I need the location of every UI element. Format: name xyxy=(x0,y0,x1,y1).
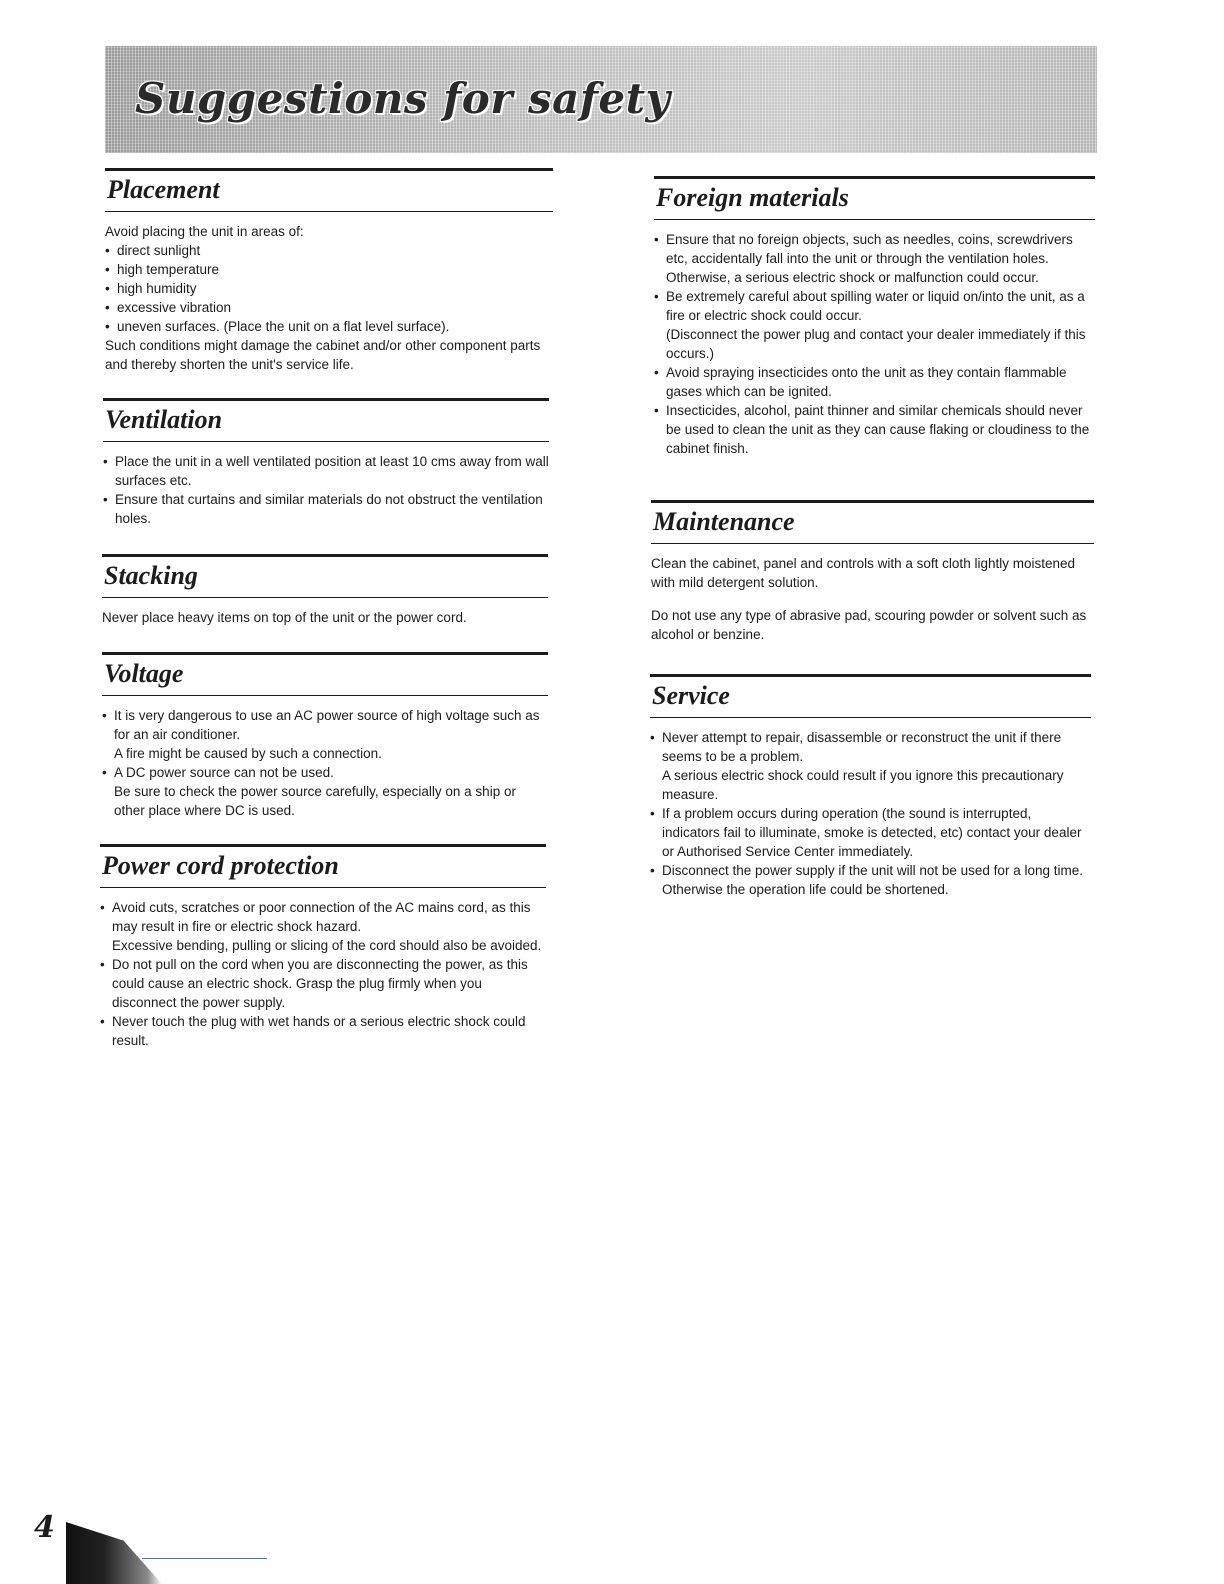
bullet-list xyxy=(100,898,546,1050)
list-item xyxy=(650,728,1091,804)
section-power-cord-protection xyxy=(100,844,546,1050)
list-item xyxy=(654,230,1095,287)
item-text: • Never touch the plug with wet hands or a serious electric shock could result. xyxy=(112,1014,526,1048)
item-subtext: (Disconnect the power plug and contact your dealer immediately if this occurs.) xyxy=(666,327,1086,361)
body-text: Clean the cabinet, panel and controls with a soft cloth lightly moistened with mild detergent solution. xyxy=(651,556,1075,590)
item-text: • Avoid cuts, scratches or poor connection of the AC mains cord, as this may result in fire or electric shock hazard. xyxy=(112,900,531,934)
list-item: • direct sunlight xyxy=(105,241,553,260)
section-body xyxy=(654,230,1095,458)
item-text: • Be extremely careful about spilling water or liquid on/into the unit, as a fire or electric shock could occur. xyxy=(666,289,1085,323)
list-item xyxy=(654,363,1095,401)
bullet-list xyxy=(102,706,548,820)
list-item: • Ensure that curtains and similar materials do not obstruct the ventilation holes. xyxy=(103,490,549,528)
list-item: • excessive vibration xyxy=(105,298,553,317)
item-subtext: Be sure to check the power source carefully, especially on a ship or other place where DC is used. xyxy=(114,784,516,818)
page-number: 4 xyxy=(34,1510,55,1545)
section-heading: Service xyxy=(650,674,1091,718)
bullet-list xyxy=(654,230,1095,458)
item-text: • It is very dangerous to use an AC power source of high voltage such as for an air conditioner. xyxy=(114,708,540,742)
list-item xyxy=(102,763,548,820)
list-item xyxy=(654,287,1095,363)
item-text: • Avoid spraying insecticides onto the unit as they contain flammable gases which can be ignited. xyxy=(666,365,1067,399)
section-body xyxy=(100,898,546,1050)
list-item xyxy=(650,804,1091,861)
section-stacking xyxy=(102,554,548,627)
bullet-list xyxy=(650,728,1091,899)
item-text: • Disconnect the power supply if the unit will not be used for a long time. Otherwise the operation life could be shortened. xyxy=(662,863,1083,897)
item-text: • If a problem occurs during operation (the sound is interrupted, indicators fail to illuminate, smoke is detected, etc) contact your dealer or Authorised Service Center immediately. xyxy=(662,806,1082,859)
list-item xyxy=(102,706,548,763)
section-maintenance xyxy=(651,500,1094,644)
list-item xyxy=(650,861,1091,899)
item-text: • Insecticides, alcohol, paint thinner and similar chemicals should never be used to clean the unit as they can cause flaking or cloudiness to the cabinet finish. xyxy=(666,403,1090,456)
item-text: • Do not pull on the cord when you are disconnecting the power, as this could cause an electric shock. Grasp the plug firmly when you disconnect the power supply. xyxy=(112,957,528,1010)
body-text: Do not use any type of abrasive pad, scouring powder or solvent such as alcohol or benzine. xyxy=(651,608,1087,642)
section-heading: Stacking xyxy=(102,554,548,598)
footer-rule xyxy=(142,1558,267,1559)
page-title: Suggestions for safety xyxy=(135,74,671,123)
section-body xyxy=(650,728,1091,899)
list-item xyxy=(100,1012,546,1050)
list-item xyxy=(654,401,1095,458)
corner-tab-decoration xyxy=(66,1522,162,1584)
section-body xyxy=(102,706,548,820)
item-subtext: A fire might be caused by such a connection. xyxy=(114,746,382,761)
section-placement xyxy=(105,168,553,374)
item-subtext: Otherwise, a serious electric shock or malfunction could occur. xyxy=(666,270,1039,285)
section-body xyxy=(651,554,1094,644)
section-foreign-materials xyxy=(654,176,1095,458)
section-heading: Power cord protection xyxy=(100,844,546,888)
section-service xyxy=(650,674,1091,899)
section-voltage xyxy=(102,652,548,820)
item-text: • Ensure that no foreign objects, such as needles, coins, screwdrivers etc, accidentally fall into the unit or through the ventilation holes. xyxy=(666,232,1073,266)
item-subtext: A serious electric shock could result if you ignore this precautionary measure. xyxy=(662,768,1064,802)
section-heading: Placement xyxy=(105,168,553,212)
list-item xyxy=(100,898,546,955)
outro-text: Such conditions might damage the cabinet and/or other component parts and thereby shorten the unit's service life. xyxy=(105,338,541,372)
section-ventilation xyxy=(103,398,549,528)
bullet-list xyxy=(105,241,553,336)
item-text: • Never attempt to repair, disassemble or reconstruct the unit if there seems to be a problem. xyxy=(662,730,1062,764)
list-item: • high temperature xyxy=(105,260,553,279)
section-heading: Ventilation xyxy=(103,398,549,442)
section-body xyxy=(105,222,553,374)
section-heading: Voltage xyxy=(102,652,548,696)
title-banner xyxy=(105,46,1097,153)
intro-text: Avoid placing the unit in areas of: xyxy=(105,224,304,239)
section-heading: Foreign materials xyxy=(654,176,1095,220)
list-item: • high humidity xyxy=(105,279,553,298)
section-body xyxy=(102,608,548,627)
bullet-list xyxy=(103,452,549,528)
body-text: Never place heavy items on top of the unit or the power cord. xyxy=(102,610,467,625)
section-heading: Maintenance xyxy=(651,500,1094,544)
item-text: • A DC power source can not be used. xyxy=(114,765,334,780)
list-item: • uneven surfaces. (Place the unit on a flat level surface). xyxy=(105,317,553,336)
section-body xyxy=(103,452,549,528)
list-item: • Place the unit in a well ventilated position at least 10 cms away from wall surfaces etc. xyxy=(103,452,549,490)
item-subtext: Excessive bending, pulling or slicing of the cord should also be avoided. xyxy=(112,938,542,953)
list-item xyxy=(100,955,546,1012)
